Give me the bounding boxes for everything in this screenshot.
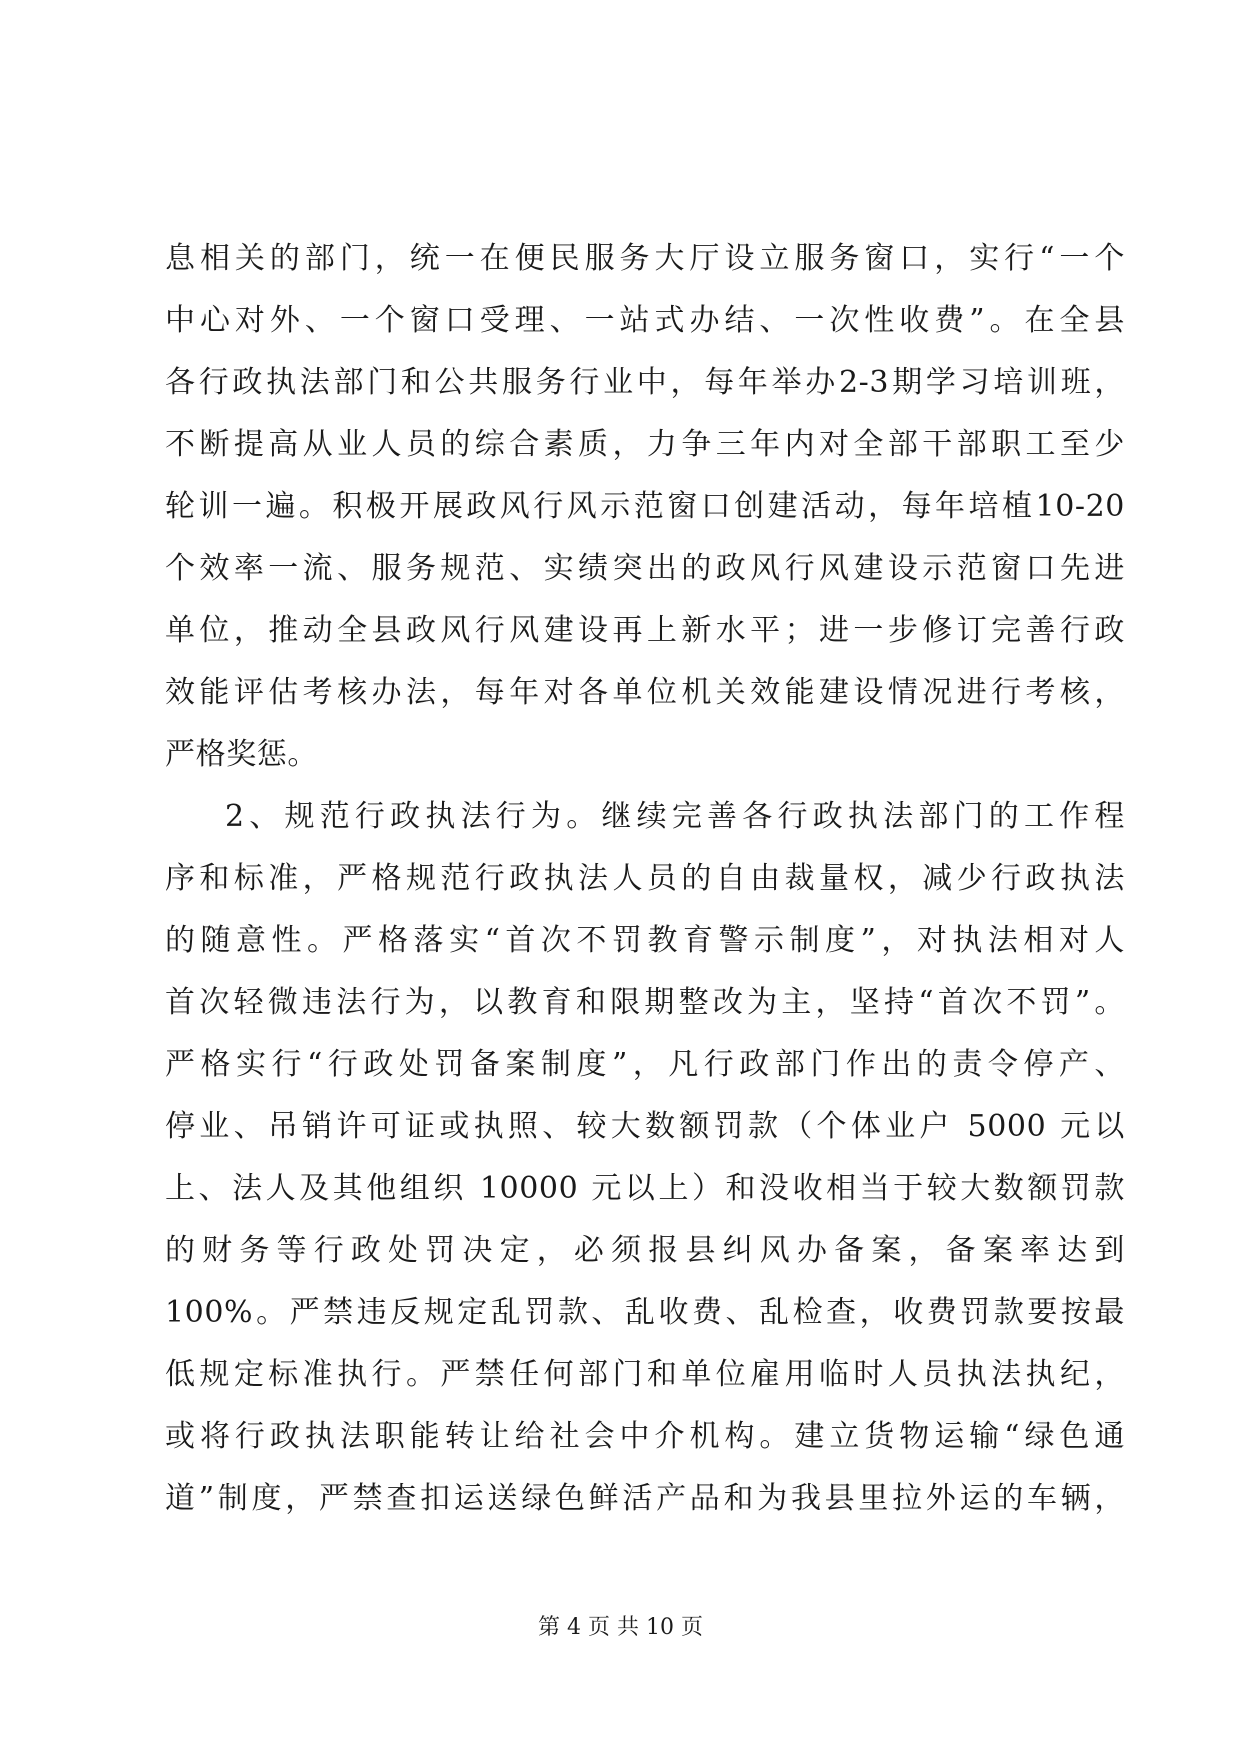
text-line: 100%。严禁违反规定乱罚款、乱收费、乱检查，收费罚款要按最	[165, 1295, 1125, 1330]
body-text	[165, 228, 1125, 1530]
text-line: 序和标准，严格规范行政执法人员的自由裁量权，减少行政执法	[165, 861, 1125, 896]
text-line: 的随意性。严格落实“首次不罚教育警示制度”，对执法相对人	[165, 923, 1125, 958]
text-line: 单位，推动全县政风行风建设再上新水平；进一步修订完善行政	[165, 613, 1125, 648]
text-line: 严格实行“行政处罚备案制度”，凡行政部门作出的责令停产、	[165, 1047, 1125, 1082]
text-line: 各行政执法部门和公共服务行业中，每年举办2-3期学习培训班，	[165, 365, 1125, 400]
text-line: 首次轻微违法行为，以教育和限期整改为主，坚持“首次不罚”。	[165, 985, 1125, 1020]
text-line: 严格奖惩。	[165, 737, 318, 772]
text-line: 停业、吊销许可证或执照、较大数额罚款（个体业户 5000 元以	[165, 1109, 1125, 1144]
text-line: 中心对外、一个窗口受理、一站式办结、一次性收费”。在全县	[165, 303, 1125, 338]
text-line: 的财务等行政处罚决定，必须报县纠风办备案，备案率达到	[165, 1233, 1125, 1268]
paragraph-start-line: 2、规范行政执法行为。继续完善各行政执法部门的工作程	[225, 799, 1125, 834]
text-line: 轮训一遍。积极开展政风行风示范窗口创建活动，每年培植10-20	[165, 489, 1125, 524]
page-footer: 第 4 页 共 10 页	[538, 1615, 703, 1640]
text-line: 效能评估考核办法，每年对各单位机关效能建设情况进行考核，	[165, 675, 1125, 710]
text-line: 息相关的部门，统一在便民服务大厅设立服务窗口，实行“一个	[165, 241, 1125, 276]
text-line: 上、法人及其他组织 10000 元以上）和没收相当于较大数额罚款	[165, 1171, 1125, 1206]
text-line: 道”制度，严禁查扣运送绿色鲜活产品和为我县里拉外运的车辆，	[165, 1481, 1125, 1516]
text-line: 或将行政执法职能转让给社会中介机构。建立货物运输“绿色通	[165, 1419, 1125, 1454]
text-line: 低规定标准执行。严禁任何部门和单位雇用临时人员执法执纪，	[165, 1357, 1125, 1392]
text-line: 个效率一流、服务规范、实绩突出的政风行风建设示范窗口先进	[165, 551, 1125, 586]
text-line: 不断提高从业人员的综合素质，力争三年内对全部干部职工至少	[165, 427, 1125, 462]
